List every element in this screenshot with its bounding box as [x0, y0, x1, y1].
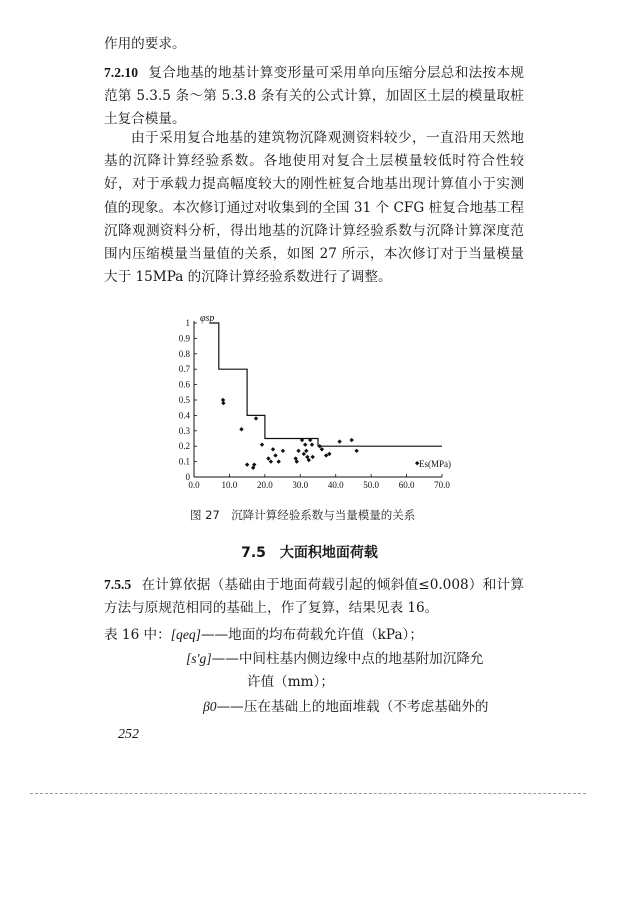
- page-bottom-rule: [30, 793, 586, 794]
- data-point: [254, 416, 258, 420]
- y-tick-label: 0.1: [178, 456, 190, 467]
- x-tick-label: 60.0: [398, 480, 415, 490]
- q-description: ——地面的均布荷载允许值（kPa）；: [200, 627, 423, 643]
- explanation-paragraph: 由于采用复合地基的建筑物沉降观测资料较少，一直沿用天然地基的沉降计算经验系数。各地使用对复合土层模量较低时符合性较好，对于承载力提高幅度较大的刚性桩复合地基出现计算值小于实测值的现象。本次修订通过对收集到的全国 31 个 CFG 桩复合地基工程沉降观测资料分析，得出地基的沉降计算经验系数与沉降计算深度范围内压缩模量当量值的关系，如图 27 所示，本次修订对于当量模量大于 15MPa 的沉降计算经验系数进行了调整。: [104, 130, 524, 286]
- data-point: [276, 459, 280, 463]
- s-description: ——中间柱基内侧边缘中点的地基附加沉降允: [211, 651, 484, 667]
- x-tick-label: 40.0: [327, 480, 344, 490]
- y-tick-label: 1: [185, 318, 190, 328]
- x-tick-label: 50.0: [363, 480, 380, 490]
- chart-step-line: [210, 323, 442, 446]
- table16-def-b: [203, 695, 488, 719]
- data-point: [266, 456, 270, 460]
- data-point: [303, 442, 307, 446]
- y-tick-label: 0: [185, 472, 190, 482]
- top-line: 作用的要求。: [104, 36, 186, 52]
- b-description: ——压在基础上的地面堆载（不考虑基础外的: [216, 699, 489, 715]
- data-point: [296, 449, 300, 453]
- data-point: [354, 449, 358, 453]
- clause-number: 7.5.5: [104, 577, 132, 592]
- data-point: [221, 401, 225, 405]
- page-number: 252: [118, 727, 139, 742]
- chart-points-group: [221, 398, 420, 470]
- x-tick-label: 20.0: [256, 480, 273, 490]
- section-title: 7.5 大面积地面荷载: [241, 545, 378, 561]
- y-tick-label: 0.8: [178, 348, 190, 359]
- data-point: [302, 452, 306, 456]
- data-point: [349, 438, 353, 442]
- x-tick-label: 10.0: [221, 480, 238, 490]
- s-symbol: [s′g]: [186, 651, 212, 666]
- data-point: [271, 447, 275, 451]
- table16-def-s: [186, 647, 484, 671]
- data-point: [273, 453, 277, 457]
- clause-text: 复合地基的地基计算变形量可采用单向压缩分层总和法按本规范第 5.3.5 条～第 5.3.8 条有关的公式计算，加固区土层的模量取桩土复合模量。: [104, 65, 524, 128]
- y-tick-label: 0.9: [178, 333, 190, 344]
- data-point: [310, 455, 314, 459]
- y-tick-label: 0.4: [178, 410, 190, 421]
- x-axis-label: Es(MPa): [418, 459, 451, 470]
- q-symbol: [qeq]: [170, 627, 201, 642]
- data-point: [281, 449, 285, 453]
- y-tick-label: 0.3: [178, 425, 190, 436]
- data-point: [260, 442, 264, 446]
- y-tick-label: 0.7: [178, 364, 190, 375]
- x-tick-label: 0.0: [188, 480, 200, 490]
- y-tick-label: 0.2: [178, 441, 190, 452]
- figure-caption: 图 27 沉降计算经验系数与当量模量的关系: [190, 508, 416, 522]
- clause-7-2-10: [104, 61, 524, 132]
- y-tick-label: 0.6: [178, 379, 190, 390]
- data-point: [337, 439, 341, 443]
- chart-axes: [179, 313, 451, 490]
- y-tick-label: 0.5: [178, 395, 190, 405]
- data-point: [245, 462, 249, 466]
- y-axis-label: φsp: [200, 313, 215, 324]
- clause-number: 7.2.10: [104, 65, 138, 80]
- x-tick-label: 70.0: [434, 480, 450, 490]
- data-point: [304, 449, 308, 453]
- chart-step-line-group: [210, 323, 442, 446]
- b-symbol: β0: [203, 699, 217, 714]
- table16-def-s-cont: 许值（mm）；: [247, 674, 334, 690]
- x-tick-label: 30.0: [292, 480, 309, 490]
- clause-7-5-5: [104, 573, 524, 620]
- table16-intro: 表 16 中：: [104, 627, 171, 643]
- data-point: [310, 442, 314, 446]
- settlement-coefficient-chart: [0, 305, 619, 495]
- data-point: [269, 459, 273, 463]
- data-point: [239, 427, 243, 431]
- table16-def-q: [104, 623, 423, 647]
- clause-text: 在计算依据（基础由于地面荷载引起的倾斜值≤0.008）和计算方法与原规范相同的基础上，作了复算，结果见表 16。: [104, 577, 524, 617]
